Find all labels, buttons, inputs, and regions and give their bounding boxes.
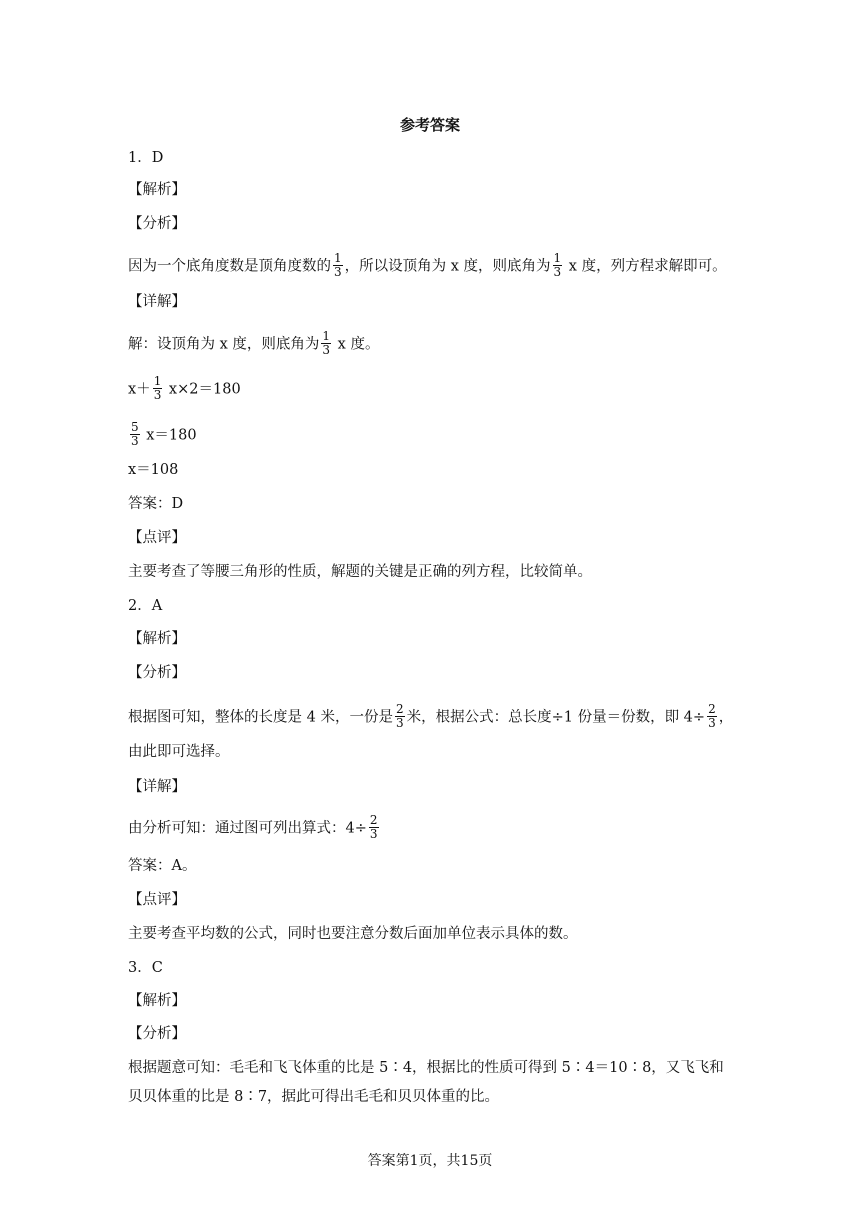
q2-step: 由分析可知：通过图可列出算式：4÷ $\frac{2}{3}$ bbox=[128, 813, 378, 841]
q1-answer: 答案：D bbox=[128, 496, 184, 512]
q1-xiangjie-heading: 【详解】 bbox=[128, 294, 186, 310]
q1-fenxi-heading: 【分析】 bbox=[128, 216, 186, 232]
q1-equation-2: $\frac{5}{3}$ x＝180 bbox=[131, 420, 197, 448]
q2-analysis: 根据图可知，整体的长度是 4 米，一份是 $\frac{2}{3}$ 米，根据公式：总长度÷1 份量＝份数，即 4÷ $\frac{2}{3}$ ， bbox=[128, 702, 734, 730]
q2-xiangjie-heading: 【详解】 bbox=[128, 779, 186, 795]
fraction-five-thirds: $\frac{5}{3}$ bbox=[131, 420, 139, 448]
q1-jiexi-heading: 【解析】 bbox=[128, 182, 186, 198]
q1-equation-1: x＋ $\frac{1}{3}$ x×2＝180 bbox=[128, 374, 241, 402]
page-title: 参考答案 bbox=[399, 116, 460, 134]
fraction-one-third: $\frac{1}{3}$ bbox=[334, 251, 342, 279]
q2-fenxi-heading: 【分析】 bbox=[128, 665, 186, 681]
fraction-one-third: $\frac{1}{3}$ bbox=[153, 374, 162, 402]
q1-equation-3: x＝108 bbox=[128, 462, 179, 478]
q2-jiexi-heading: 【解析】 bbox=[128, 631, 186, 647]
q3-analysis-1: 根据题意可知：毛毛和飞飞体重的比是 5∶4，根据比的性质可得到 5∶4＝10∶8，又飞飞和 bbox=[128, 1060, 724, 1076]
fraction-one-third: $\frac{1}{3}$ bbox=[322, 329, 331, 357]
q1-analysis: 因为一个底角度数是顶角度数的 $\frac{1}{3}$ ，所以设顶角为 x 度，则底角为 $\frac{1}{3}$ x 度，列方程求解即可。 bbox=[128, 251, 727, 279]
q2-number: 2．A bbox=[128, 598, 163, 614]
q1-step0: 解：设顶角为 x 度，则底角为 $\frac{1}{3}$ x 度。 bbox=[128, 329, 380, 357]
q1-dianping-heading: 【点评】 bbox=[128, 530, 186, 546]
fraction-two-thirds: $\frac{2}{3}$ bbox=[395, 702, 404, 730]
fraction-one-third: $\frac{1}{3}$ bbox=[553, 251, 562, 279]
q2-analysis-2: 由此即可选择。 bbox=[128, 744, 230, 760]
q3-number: 3．C bbox=[128, 960, 163, 976]
fraction-two-thirds: $\frac{2}{3}$ bbox=[708, 702, 716, 730]
q3-fenxi-heading: 【分析】 bbox=[128, 1026, 186, 1042]
q3-jiexi-heading: 【解析】 bbox=[128, 993, 186, 1009]
q2-comment: 主要考查平均数的公式，同时也要注意分数后面加单位表示具体的数。 bbox=[128, 926, 578, 942]
q1-number: 1．D bbox=[128, 150, 164, 166]
q1-comment: 主要考查了等腰三角形的性质，解题的关键是正确的列方程，比较简单。 bbox=[128, 564, 592, 580]
q2-dianping-heading: 【点评】 bbox=[128, 892, 186, 908]
fraction-two-thirds: $\frac{2}{3}$ bbox=[369, 813, 378, 841]
q3-analysis-2: 贝贝体重的比是 8∶7，据此可得出毛毛和贝贝体重的比。 bbox=[128, 1089, 500, 1105]
q2-answer: 答案：A。 bbox=[128, 858, 197, 874]
page-footer: 答案第1页，共15页 bbox=[367, 1153, 493, 1169]
